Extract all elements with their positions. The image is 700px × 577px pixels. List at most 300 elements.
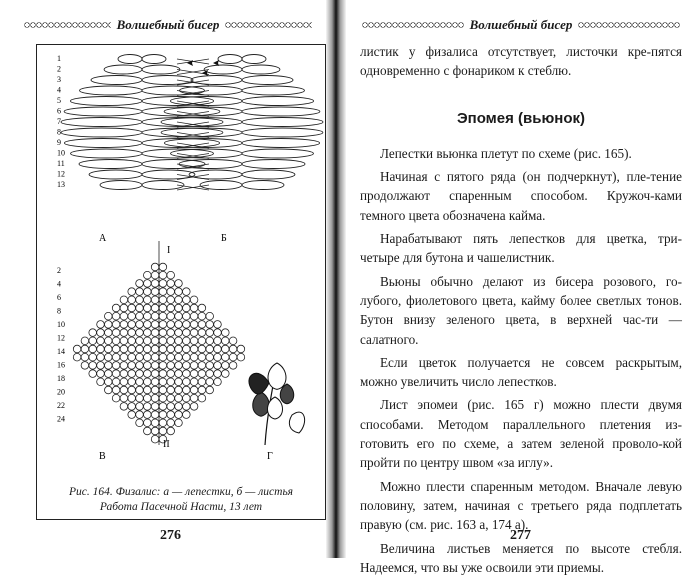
row-number: 13 [57,180,65,189]
bead [183,321,191,329]
bead [190,321,198,329]
bead [144,321,152,329]
bead [151,419,159,427]
bead [167,271,175,279]
bead [183,288,191,296]
caption-line-2: Работа Пасечной Насти, 13 лет [99,501,263,513]
bead [81,353,89,361]
bead [128,370,136,378]
bead [97,329,105,337]
bead [222,329,230,337]
bead [222,353,230,361]
bead [120,378,128,386]
bead [175,288,183,296]
row-number: 20 [57,387,65,397]
bead [183,329,191,337]
bead [159,296,167,304]
bead [136,280,144,288]
bead [112,304,120,312]
bead [206,329,214,337]
figure-caption [43,485,319,515]
bead [206,370,214,378]
bead [120,394,128,402]
bead [167,427,175,435]
bead [120,312,128,320]
bead [151,394,159,402]
bead [136,362,144,370]
row-number: 14 [57,347,65,356]
bead [190,378,198,386]
bead-loop [142,55,166,64]
bead [136,419,144,427]
beading-diagram [37,45,325,475]
bead [151,280,159,288]
bead [112,362,120,370]
bead [159,403,167,411]
bead [167,353,175,361]
bead [159,394,167,402]
bead [151,427,159,435]
bead [151,271,159,279]
bead [167,411,175,419]
bead [198,370,206,378]
paragraph-continued: листик у физалиса отсутствует, листочки кре-пятся одновременно с фонариком к стеблю. [360,44,682,79]
row-number: 6 [57,106,61,116]
bead-loop [142,76,193,85]
physalis-illustration [249,363,305,445]
bead [167,403,175,411]
bead [144,304,152,312]
bead [167,296,175,304]
bead-loop [142,128,223,137]
bead [175,337,183,345]
bead-loop [242,97,314,106]
bead [136,296,144,304]
bead [151,321,159,329]
bead [190,296,198,304]
bead [144,386,152,394]
bead [151,353,159,361]
right-page [346,0,700,575]
running-title: Волшебный бисер [116,17,220,32]
bead [183,312,191,320]
bead [198,345,206,353]
bead [144,296,152,304]
paragraph: Величина листьев меняется по высоте стебля. Надеемся, что вы уже освоили эти приемы. [360,540,682,575]
bead [136,378,144,386]
row-number: 11 [57,159,65,168]
bead [214,353,222,361]
bead [214,378,222,386]
bead-loop [242,86,304,95]
bead [105,353,113,361]
row-number: 9 [57,138,61,147]
left-page-header [18,14,318,36]
bead [151,288,159,296]
bead [159,378,167,386]
bead [112,378,120,386]
bead [136,353,144,361]
paragraph: Начиная с пятого ряда (он подчеркнут), пле-тение продолжают спаренным способом. Кружоч-ками темного цвета обозначена кайма. [360,169,682,223]
bead [190,329,198,337]
bead [151,329,159,337]
bead [89,370,97,378]
bead [214,337,222,345]
bead [175,370,183,378]
bead [190,394,198,402]
bead [159,353,167,361]
bead [175,394,183,402]
bead [190,403,198,411]
bead [190,304,198,312]
bead [128,296,136,304]
bead [120,321,128,329]
bead-loop [61,118,142,127]
bead [167,394,175,402]
bead [128,378,136,386]
bead-loop [161,128,242,137]
bead [159,271,167,279]
label-a: А [99,233,107,244]
bead [136,304,144,312]
bead [128,345,136,353]
bead-loop [142,118,223,127]
bead [206,386,214,394]
bead-loop [242,149,313,158]
bead [97,353,105,361]
bead [198,378,206,386]
row-number: 5 [57,96,61,105]
bead-loop [242,128,323,137]
bead-loop [64,107,142,116]
bead [112,386,120,394]
bead-loop [142,65,180,74]
bead [144,394,152,402]
bead [159,263,167,271]
header-ornament-right [225,21,312,29]
bead [175,312,183,320]
bead [89,329,97,337]
bead [97,370,105,378]
bead [120,353,128,361]
bead [120,362,128,370]
bead [183,337,191,345]
bead [214,321,222,329]
bead [136,337,144,345]
bead [89,345,97,353]
bead [144,419,152,427]
bead [136,411,144,419]
bead-loop [104,65,142,74]
bead-loop [164,107,242,116]
bead [128,403,136,411]
bead [198,312,206,320]
leaf-icon [249,373,269,394]
bead [144,271,152,279]
paragraph: Лепестки вьюнка плетут по схеме (рис. 165). [380,145,632,161]
bead-loop [118,55,142,64]
label-i: I [167,245,171,256]
bead [190,312,198,320]
book-spine [326,0,346,558]
bead [175,353,183,361]
lantern-icon [253,392,270,416]
bead [190,370,198,378]
row-number: 1 [57,54,61,63]
bead [175,403,183,411]
label-g: Г [267,451,273,462]
bead [128,304,136,312]
bead [105,378,113,386]
bead [97,321,105,329]
bead [183,378,191,386]
bead [229,362,237,370]
bead [159,370,167,378]
bead [237,345,245,353]
bead-loop [242,160,305,169]
row-number: 18 [57,374,65,383]
bead [151,370,159,378]
bead [112,329,120,337]
bead [128,362,136,370]
bead [214,362,222,370]
bead [175,386,183,394]
bead [73,345,81,353]
bead [136,329,144,337]
bead [128,321,136,329]
row-number: 24 [57,414,65,424]
row-number: 10 [57,320,65,329]
bead [167,280,175,288]
row-number: 2 [57,64,61,74]
left-page [0,0,326,558]
bead [151,263,159,271]
bead [159,337,167,345]
bead [128,329,136,337]
bead-loop [242,139,320,148]
bead-loop [91,76,142,85]
bead [167,304,175,312]
bead [112,312,120,320]
bead [159,321,167,329]
row-number: 10 [57,148,65,158]
caption-line-1: Рис. 164. Физалис: а — лепестки, б — листья [68,486,294,498]
bead [97,362,105,370]
paragraph: Если цветок получается не совсем раскрытым, можно увеличить число лепестков. [360,354,682,390]
page-number-left: 276 [160,528,181,543]
bead [112,394,120,402]
row-number: 12 [57,333,65,343]
bead [175,362,183,370]
row-numbers-bottom [57,266,65,424]
bead [120,296,128,304]
bead [175,296,183,304]
bead-loop [242,181,284,190]
bead [89,337,97,345]
bead [175,378,183,386]
bead [151,362,159,370]
bead [105,345,113,353]
bead [128,312,136,320]
bead [167,329,175,337]
bead [144,378,152,386]
bead [97,345,105,353]
bead [183,362,191,370]
bead-loop [161,118,242,127]
bead [159,362,167,370]
bead [136,345,144,353]
bead [167,312,175,320]
bead [183,403,191,411]
page-number-right: 277 [510,528,531,543]
bead [183,296,191,304]
row-number: 16 [57,360,65,370]
bead [198,386,206,394]
bead [97,378,105,386]
bead [214,370,222,378]
bead [229,337,237,345]
bead [105,362,113,370]
bead [128,394,136,402]
bead [151,312,159,320]
bead [175,345,183,353]
bead [183,386,191,394]
bead-loop [218,55,242,64]
bead [206,312,214,320]
bead [167,337,175,345]
paragraph: Можно плести спаренным методом. Вначале левую половину, затем, начиная с третьего ряда подплетать правую (см. рис. 163 а, 174 а). [360,478,682,533]
petal-scheme [61,55,323,191]
bead [144,288,152,296]
bead [89,362,97,370]
bead [128,353,136,361]
bead [128,337,136,345]
bead [105,312,113,320]
bead [190,353,198,361]
bead [214,329,222,337]
bead [159,312,167,320]
bead [222,345,230,353]
lantern-icon [268,397,283,419]
bead-loop [70,97,142,106]
bead [206,378,214,386]
bead [159,411,167,419]
bead-loop [242,76,293,85]
bead [151,403,159,411]
bead [81,337,89,345]
lantern-icon [268,363,286,389]
bead [120,370,128,378]
bead [136,386,144,394]
bead [144,403,152,411]
bead [167,386,175,394]
label-ii: II [163,439,170,450]
bead [120,386,128,394]
section-heading: Эпомея (вьюнок) [456,109,586,127]
running-title: Волшебный бисер [469,17,573,32]
bead-loop [200,181,242,190]
bead [136,321,144,329]
bead [229,345,237,353]
bead [183,345,191,353]
bead [183,394,191,402]
bead-loop [242,65,280,74]
bead-loop [71,149,142,158]
bead-loop [242,107,320,116]
bead [112,337,120,345]
bead [167,288,175,296]
bead-loop [61,128,142,137]
bead [151,304,159,312]
bead [144,411,152,419]
bead [151,386,159,394]
bead [136,288,144,296]
row-number: 4 [57,279,61,289]
bead [167,419,175,427]
row-number: 12 [57,169,65,179]
bead-loop [242,170,295,179]
label-v: В [99,451,106,462]
bead [151,337,159,345]
bead [112,353,120,361]
bead [183,304,191,312]
bead-loop [80,86,142,95]
bead [198,329,206,337]
bead [128,411,136,419]
bead [222,370,230,378]
body-text [360,42,682,577]
bead [97,337,105,345]
bead [159,345,167,353]
bead [151,296,159,304]
bead-loop [204,65,242,74]
bead [198,321,206,329]
bead [105,386,113,394]
leaf-icon [289,412,304,433]
bead [159,329,167,337]
bead [198,337,206,345]
bead [198,394,206,402]
bead-loop [242,118,323,127]
bead [105,329,113,337]
bead [206,337,214,345]
bead [120,345,128,353]
bead [151,378,159,386]
bead [159,288,167,296]
bead [112,321,120,329]
bead [237,353,245,361]
bead [136,312,144,320]
bead [89,353,97,361]
bead [159,386,167,394]
bead [183,411,191,419]
bead [206,345,214,353]
row-number: 3 [57,75,61,84]
bead [144,329,152,337]
bead [120,329,128,337]
paragraph: Вьюны обычно делают из бисера розового, го-лубого, фиолетового цвета, кайму более светлых тонов. Бутон внизу зеленого цвета, в верхней час-ти — салатного. [360,273,682,347]
bead [167,378,175,386]
bead [167,362,175,370]
bead [229,353,237,361]
bead [214,345,222,353]
bead [144,362,152,370]
bead [175,321,183,329]
bead [144,280,152,288]
label-b: Б [221,233,227,244]
right-page-header [356,14,686,36]
bead [81,345,89,353]
